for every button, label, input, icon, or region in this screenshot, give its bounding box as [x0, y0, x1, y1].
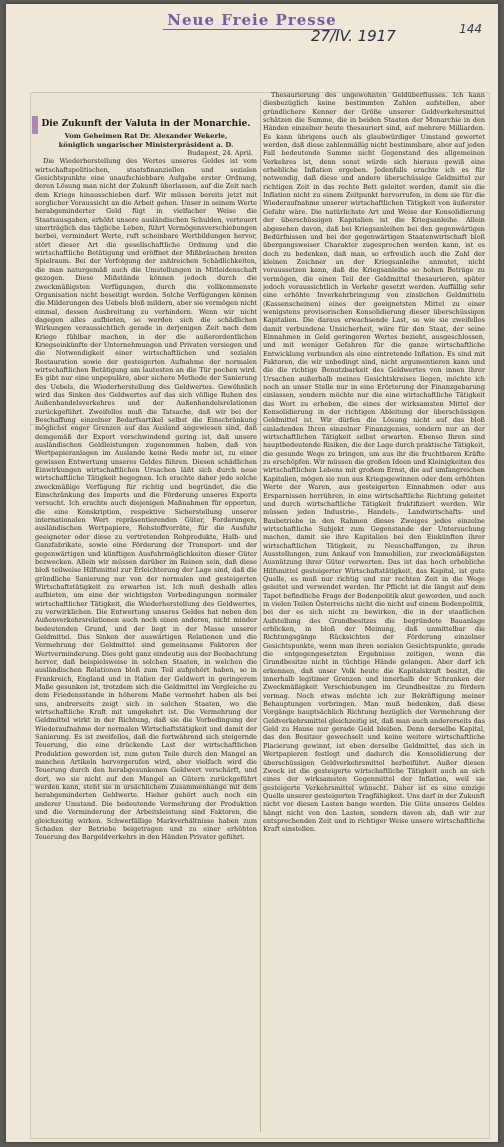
article-body-right: Thesaurierung des ungewohnten Geldüberflusses. Ich kann diesbezüglich keine bestimmten Zahlen aufstellen, aber gründlichere Kenner der Größe unserer Geldverkehrsmittel schätzen die Summe, die in beiden Staaten der Monarchie in den Händen einzelner heute thesauriert sind, auf mehrere Milliarden. Es kann übrigens auch als glaubwürdiger Umstand gewertet werden, daß diese zahlenmäßig nicht bestimmbare, aber auf jeden Fall bedeutende Summe nicht Gegenstand des allgemeinen Verkehres ist, denn sonst würde sich hieraus gewiß eine erhebliche Inflation ergeben. Jedenfalls erachte ich es für notwendig, daß diese und andere überschüssige Geldmittel zur richtigen Zeit in das rechte Bett geleitet werden, damit sie die Inflation nicht zu einem Zeitpunkt hervorrufen, in dem sie für die Wiederaufnahme unserer wirtschaftlichen Tätigkeit von äußerster Gefahr wäre. Die natürlichste Art und Weise der Konsolidierung der überschüssigen Kapitalien ist die Kriegsanleihe. Allein abgesehen davon, daß bei Kriegsanleihen bei den gegenwärtigen Bedürfnissen und bei der gegenwärtigen Staatenwirtschaft bloß übergangsweiser Charakter zugesprochen werden kann, ist es doch zu bedenken, daß man, so erfreulich auch die Zahl der kleinen Zeichner an der Kriegsanleihe anmutet, nicht voraussetzen kann, daß die Kriegsanleihe so hohen Beträge zu vermögen, die einen Teil der Geldmittel thesaurieren, später jedoch voraussichtlich in Verkehr gesetzt werden. Auffällig sehr eine erhöhte Inverkehrbringung von zinslichen Geldmitteln (Kassenscheinen) eines der geeignetsten Mittel zu einer wenigstens provisorischen Konsolidierung dieser überschüssigen Kapitalien. Die daraus erwachsende Last, so wie sie zweifellos damit verbundene Unsicherheit, wäre für den Staat, der seine Einnahmen in Geld geringeren Wertes bezieht, ausgeschlossen, und mit weniger Gefahren für die ganze wirtschaftliche Entwicklung verbunden als eine eintretende Inflation. Es sind mit Faktoren, die wir unbedingt sind, nicht argumentieren kann und die die richtige Benutzbarkeit des Geldwertes von innen ihrer Ursachen außerhalb meines Gesichtskreises liegen, möchte ich noch an unser Stelle nur in eine Erörterung der Finanzgebarung einlassen, sondern möchte nur die eine wirtschaftliche Tätigkeit das Wort zu erheben, die eines der wirksamsten Mittel der Konsolidierung in der richtigen Ableitung der überschüssigen Geldmittel ist. Wir dürfen die Lösung nicht auf das bloß einladenden Ihren einzelner Finanzgenies, sondern nur an der wirtschaftlichen Tätigkeit selbst erwarten. Ebenso Ihren sind hauptbedeutende Risiken, die der Lage durch praktische Tätigkeit, die gesunde Wege zu bringen, um aus ihr die fruchtbaren Kräfte zu erschöpfen. Wir müssen die großen Ideen und Kleinigkeiten des wirtschaftlichen Lebens mit großem Ernst, die auf umfangreichen Kapitalien, mögen sie nun aus Kriegsgewinnen oder dem erhöhten Werte der Waren, aus gesteigerten Einnahmen oder aus Ersparnissen herrühren, in eine wirtschaftliche Richtung geleitet und durch wirtschaftliche Tätigkeit fruktifiziert werden. Wir müssen jeden Industrie-, Handels-, Landwirtschafts- und Baubetriebe in den Rahmen dieses Zweiges jedes einzelne wirtschaftliche Subjekt zum Gegenstande der Untersuchung machen, damit sie ihre Kapitalien bei den Einkünften ihrer wirtschaftlichen Tätigkeit, zu Neuschaffungen, zu ihren Ausstellungen, zum Ankauf von Immobilien, zur zweckmäßigsten Ausnützung ihrer Güter verwerten. Das ist das hoch erhebliche Hilfsmittel gesteigerter Wirtschaftstätigkeit, das Kapital, ist gute Quelle, es muß nur richtig und zur rechten Zeit in die Wege geleitet und verwendet werden. Ihr Pflicht ist die längst auf dem Tapet befindliche Frage der Bodenpolitik akut geworden, und auch in vielen Teilen Österreichs nicht die nicht auf einem Bodenpolitik, bei der es sich nicht zu bewirken, die in der staatlichen Aufstellung des Grundbesitzes die begründete Bauanlage erblicken, in bloß der Meinung, daß unmittelbar die Richtungsgänge Rücksichten der Förderung einzelner Gesichtspunkte, wenn man ihren sozialen Gesichtspunkte, gerade die entgegengesetzten Ergebnisse zeitigen, wenn die Grundbesitze nicht in tüchtige Hände gelangen. Aber darf ich erkennen, daß unser Volk heute die Kapitalskraft besitzt, die innerhalb legitimer Grenzen und innerhalb der Schranken der Zweckmäßigkeit Verschiebungen im Grundbesitze zu fördern vermag. Noch etwas möchte ich zur Bekräftigung meiner Behauptungen vorbringen. Man muß bedenken, daß diese Vorgänge hauptsächlich Richtung bezüglich der Vermehrung der Geldverkehrsmittel gleichzeitig ist, daß man auch andererseits das Geld zu Hause nur gerade Geld bleiben. Denn derselbe Kapital, das den Besitzer gewechselt und keine weitere wirtschaftliche Placierung gewinnt, ist eben derselbe Geldmittel, das sich in Wertpapieren festlegt und dadurch die Konsolidierung der überschüssigen Geldverkehrsmittel herbeiführt. Außer diesen Zweck ist die gesteigerte wirtschaftliche Tätigkeit auch an sich eines der wirksamsten Gegenmittel der Inflation, weil sie gesteigerte Verkehrsmittel wünscht. Daher ist es eine einzige Quelle unserer gesteigerten Tragfähigkeit. Uns darf in der Zukunft nicht vor diesen Lasten bange werden. Die Güte unseres Geldes hängt nicht von den Lasten, sondern davon ab, daß wir zur entsprechenden Zeit und in richtiger Weise unsere wirtschaftliche Kraft einstellen. [263, 91, 485, 834]
article-right-column [263, 91, 485, 1132]
column-divider [260, 99, 261, 1132]
handwritten-date: 27/IV. 1917 [311, 27, 396, 45]
article-left-column [35, 119, 257, 1132]
paper-fold-line [30, 424, 488, 425]
paper-fold-line [30, 784, 488, 785]
article-body-left: Die Wiederherstellung des Wertes unseres Geldes ist vom wirtschaftspolitischen, staatsfinanziellen und sozialen Gesichtspunkte eine unaufschiebbare Aufgabe erster Ordnung, deren Lösung man nicht der Zukunft überlassen, auf die Zeit nach dem Kriege hinausschieben darf. Wir müssen bereits jetzt mit sorglicher Voraussicht an die Arbeit gehen. Unser in seinem Werte herabgeminderter Geld fügt in vielfacher Weise die Staatsausgaben, erhöht unsere ausländischen Schulden, verteuert unerträglich das tägliche Leben, führt Vermögensverschiebungen herbei, vermindert Werte, ruft scheinbare Wertbildungen hervor, stört dieser Art die gesellschaftliche Ordnung und die wirtschaftliche Betätigung und eröffnet der Mißbräuchen breiten Spielraum. Bei der Verfolgung der zahlreichen Schädlichkeiten, die man naturgemäß auch die Umstellungen in Mitleidenschaft gezogen. Diese Mißstände können jedoch durch die zweckmäßigsten Verfügungen, durch die vollkommenste Organisation nicht beseitigt werden. Solche Verfügungen können die Milderungen des Uebels bloß mildern, aber sie vermögen nicht einmal, dessen Ausbreitung zu verhindern. Wenn wir nicht dagegen alles aufbieten, so werden sich die schädlichen Wirkungen voraussichtlich gerade in derjenigen Zeit nach dem Kriege fühlbar machen, in der die außerordentlichen Kriegseinkünfte der Unternehmungen und Privaten versiegen und die Notwendigkeit einer wirtschaftlichen und sozialen Restauration sowie der gesteigerten Aufnahme der normalen wirtschaftlichen Betätigung am lautesten an die Tür pochen wird. Es gibt nur eine unpopuläre, aber sichere Methode der Sanierung des Uebels, die Wiederherstellung des Geldwertes. Gewöhnlich wird das Sinken des Geldwertes auf das sich völlige Ruhen des Außenhandelsverkehres und der Außenhandelsrelationen zurückgeführt. Zweifellos muß die Tatsache, daß wir bei der Beschaffung einzelner Bedarfsartikel selbst die Einschränkung möglichst enger Grenzen auf das Ausland angewiesen sind, daß demgemäß der Export verschwindend gering ist, daß unsere ausländischen Geldleistungen zugenommen haben, daß von Wertpapieranlagen im Auslande keine Rede mehr ist, zu einer gewissen Entwertung unseres Geldes führen. Diesen schädlichen Einwirkungen wirtschaftlichen Ursachen läßt sich durch neue wirtschaftliche Tätigkeit begegnen. Ich erachte daher jede solche zweckmäßige Verfügung für richtig und begründet, die die Einschränkung des Imports und die Förderung unseres Exports versucht. Ich erachte auch diejenigen Maßnahmen für opportun, die eine Konskription, respektive Sicherstellung unserer internationalen Wert repräsentierenden Güter, Forderungen, ausländischen Wertpapiere, Rohstoffvorräte, für die Ausfuhr geeigneter oder diese zu vertretenden Rohprodukte, Halb- und Ganzfabrikate, sowie eine Förderung der Transport- und der gegenwärtigen und künftigen Ausfuhrmöglichkeiten dieser Güter bezwecken. Allein wir müssen darüber im Reinen sein, daß diese bloß teilweise Hilfsmittel zur Erleichterung der Lage sind, daß die gründliche Sanierung nur von der normalen und gesteigerten Wirtschaftstätigkeit zu erwarten ist. Ich muß deshalb alles aufbieten, um eine der wichtigsten Vorbedingungen normaler wirtschaftlicher Tätigkeit, die Wiederherstellung des Geldwertes, zu verwirklichen. Die Entwertung unseres Geldes hat neben den Außenverkehrsrelationen auch noch einen anderen, nicht minder bedeutenden Grund, und der liegt in der Masse unserer Geldmittel. Das Sinken der auswärtigen Relationen und die Vermehrung der Geldmittel sind gemeinsame Faktoren der Wertverminderung. Dies geht ganz eindeutig aus der Beobachtung hervor, daß beispielsweise in solchen Staaten, in welchen die ausländischen Relationen bloß zum Teil aufgehört haben, so in Frankreich, England und in Italien der Geldwert in geringerem Maße gesunken ist, trotzdem sich die Geldmittel im Vergleiche zu dem Friedensstande in höherem Maße vermehrt haben als bei uns, andrerseits zeigt sich in solchen Staaten, wo die wirtschaftliche Kraft mit umgekehrt ist. Die Vermehrung der Geldmittel wirkt in der Richtung, daß sie die Vorbedingung der Wiederaufnahme der normalen Wirtschaftstätigkeit und damit der Sanierung. Es ist zweifellos, daß die fortwährend sich steigernde Teuerung, die eine drückende Last der wirtschaftlichen Produktion geworden ist, zum guten Teile durch den Mangel an manchen Artikeln hervorgerufen wird, aber vielfach wird die Teuerung durch den herabgesunkenen Geldwert verschärft, und dort, wo sie nicht auf den Mangel an Gütern zurückgeführt werden kann, steht sie in ursächlichem Zusammenhange mit dem herabgeminderten Geldwerte. Hieher gehört auch noch ein anderer Umstand. Die bedeutende Vermehrung der Produktion und die Verminderung der Arbeitsleistung sind Faktoren, die gleichzeitig wirken. Schwerfällige Markverhältnisse haben zum Schaden der Betriebe beigetragen und zu einer erhöhten Teuerung des Bargeldverkehrs in den Händen Privater geführt. [35, 157, 257, 842]
article-headline: Die Zukunft der Valuta in der Monarchie. [41, 119, 251, 129]
newspaper-clipping [30, 92, 490, 1139]
article-author-title: königlich ungarischer Ministerpräsident a. D. [58, 140, 234, 149]
masthead [6, 10, 498, 36]
purple-margin-mark [32, 116, 38, 134]
article-author: Vom Geheimen Rat Dr. Alexander Wekerle, [64, 132, 228, 140]
newspaper-title-stamp: Neue Freie Presse [163, 11, 340, 30]
article-dateline: Budapest, 24. April. [187, 149, 253, 157]
archive-number: 144 [459, 22, 482, 36]
newspaper-archive-sheet [6, 4, 498, 1142]
